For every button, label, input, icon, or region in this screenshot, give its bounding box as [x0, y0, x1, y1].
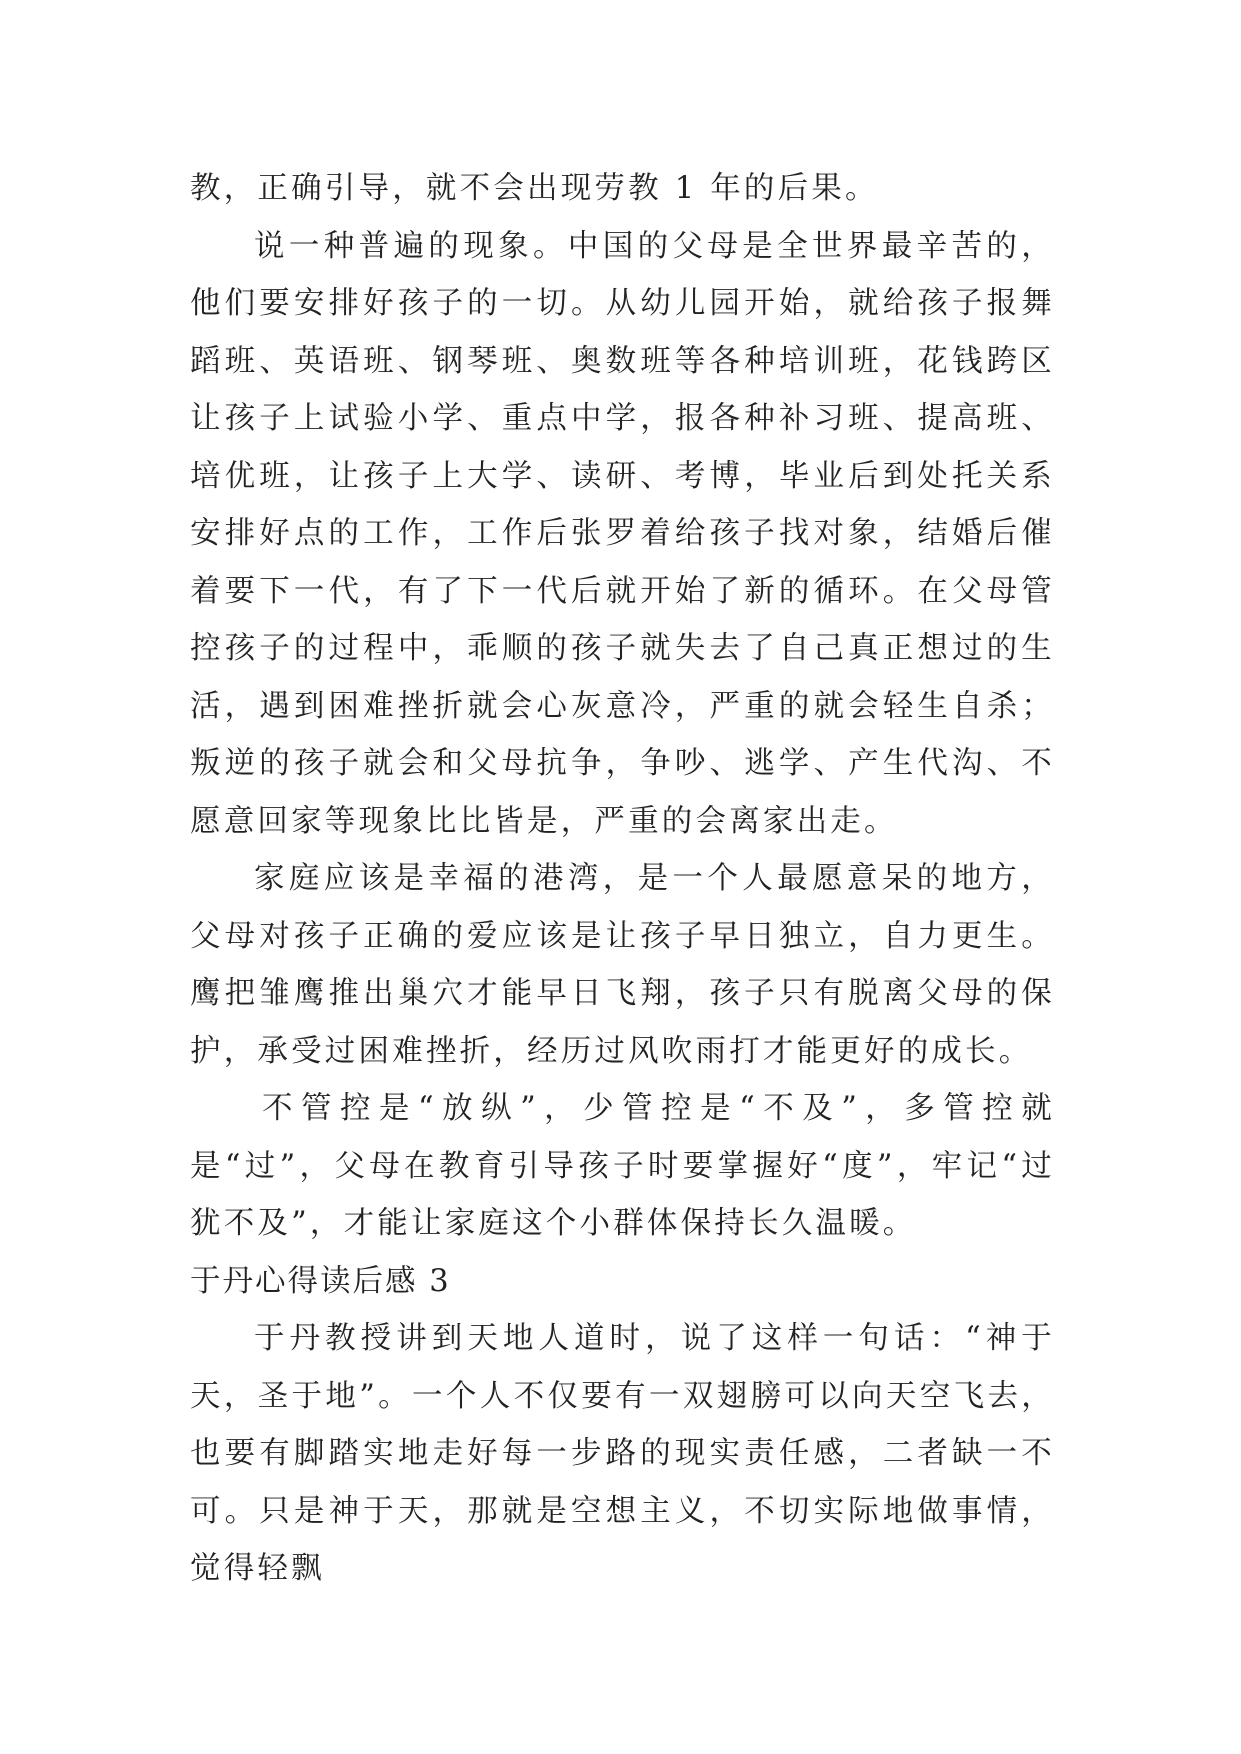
paragraph-family-harbor: 家庭应该是幸福的港湾，是一个人最愿意呆的地方，父母对孩子正确的爱应该是让孩子早日独立，自力更生。鹰把雏鹰推出巢穴才能早日飞翔，孩子只有脱离父母的保护，承受过困难挫折，经历过风吹雨打才能更好的成长。 [190, 861, 1055, 1069]
paragraph-common-phenomenon: 说一种普遍的现象。中国的父母是全世界最辛苦的，他们要安排好孩子的一切。从幼儿园开始，就给孩子报舞蹈班、英语班、钢琴班、奥数班等各种培训班，花钱跨区让孩子上试验小学、重点中学，报各种补习班、提高班、培优班，让孩子上大学、读研、考博，毕业后到处托关系安排好点的工作，工作后张罗着给孩子找对象，结婚后催着要下一代，有了下一代后就开始了新的循环。在父母管控孩子的过程中，乖顺的孩子就失去了自己真正想过的生活，遇到困难挫折就会心灰意冷，严重的就会轻生自杀；叛逆的孩子就会和父母抗争，争吵、逃学、产生代沟、不愿意回家等现象比比皆是，严重的会离家出走。 [190, 228, 1055, 839]
paragraph-heaven-earth: 于丹教授讲到天地人道时，说了这样一句话：“神于天，圣于地”。一个人不仅要有一双翅膀可以向天空飞去，也要有脚踏实地走好每一步路的现实责任感，二者缺一不可。只是神于天，那就是空想主义，不切实际地做事情，觉得轻飘 [190, 1321, 1055, 1586]
document-body [190, 160, 1055, 1598]
paragraph-degree-of-control: 不管控是“放纵”，少管控是“不及”，多管控就是“过”，父母在教育引导孩子时要掌握好“度”，牢记“过犹不及”，才能让家庭这个小群体保持长久温暖。 [190, 1091, 1055, 1241]
paragraph-continuation: 教，正确引导，就不会出现劳教 1 年的后果。 [190, 171, 879, 206]
section-heading: 于丹心得读后感 3 [190, 1263, 451, 1299]
